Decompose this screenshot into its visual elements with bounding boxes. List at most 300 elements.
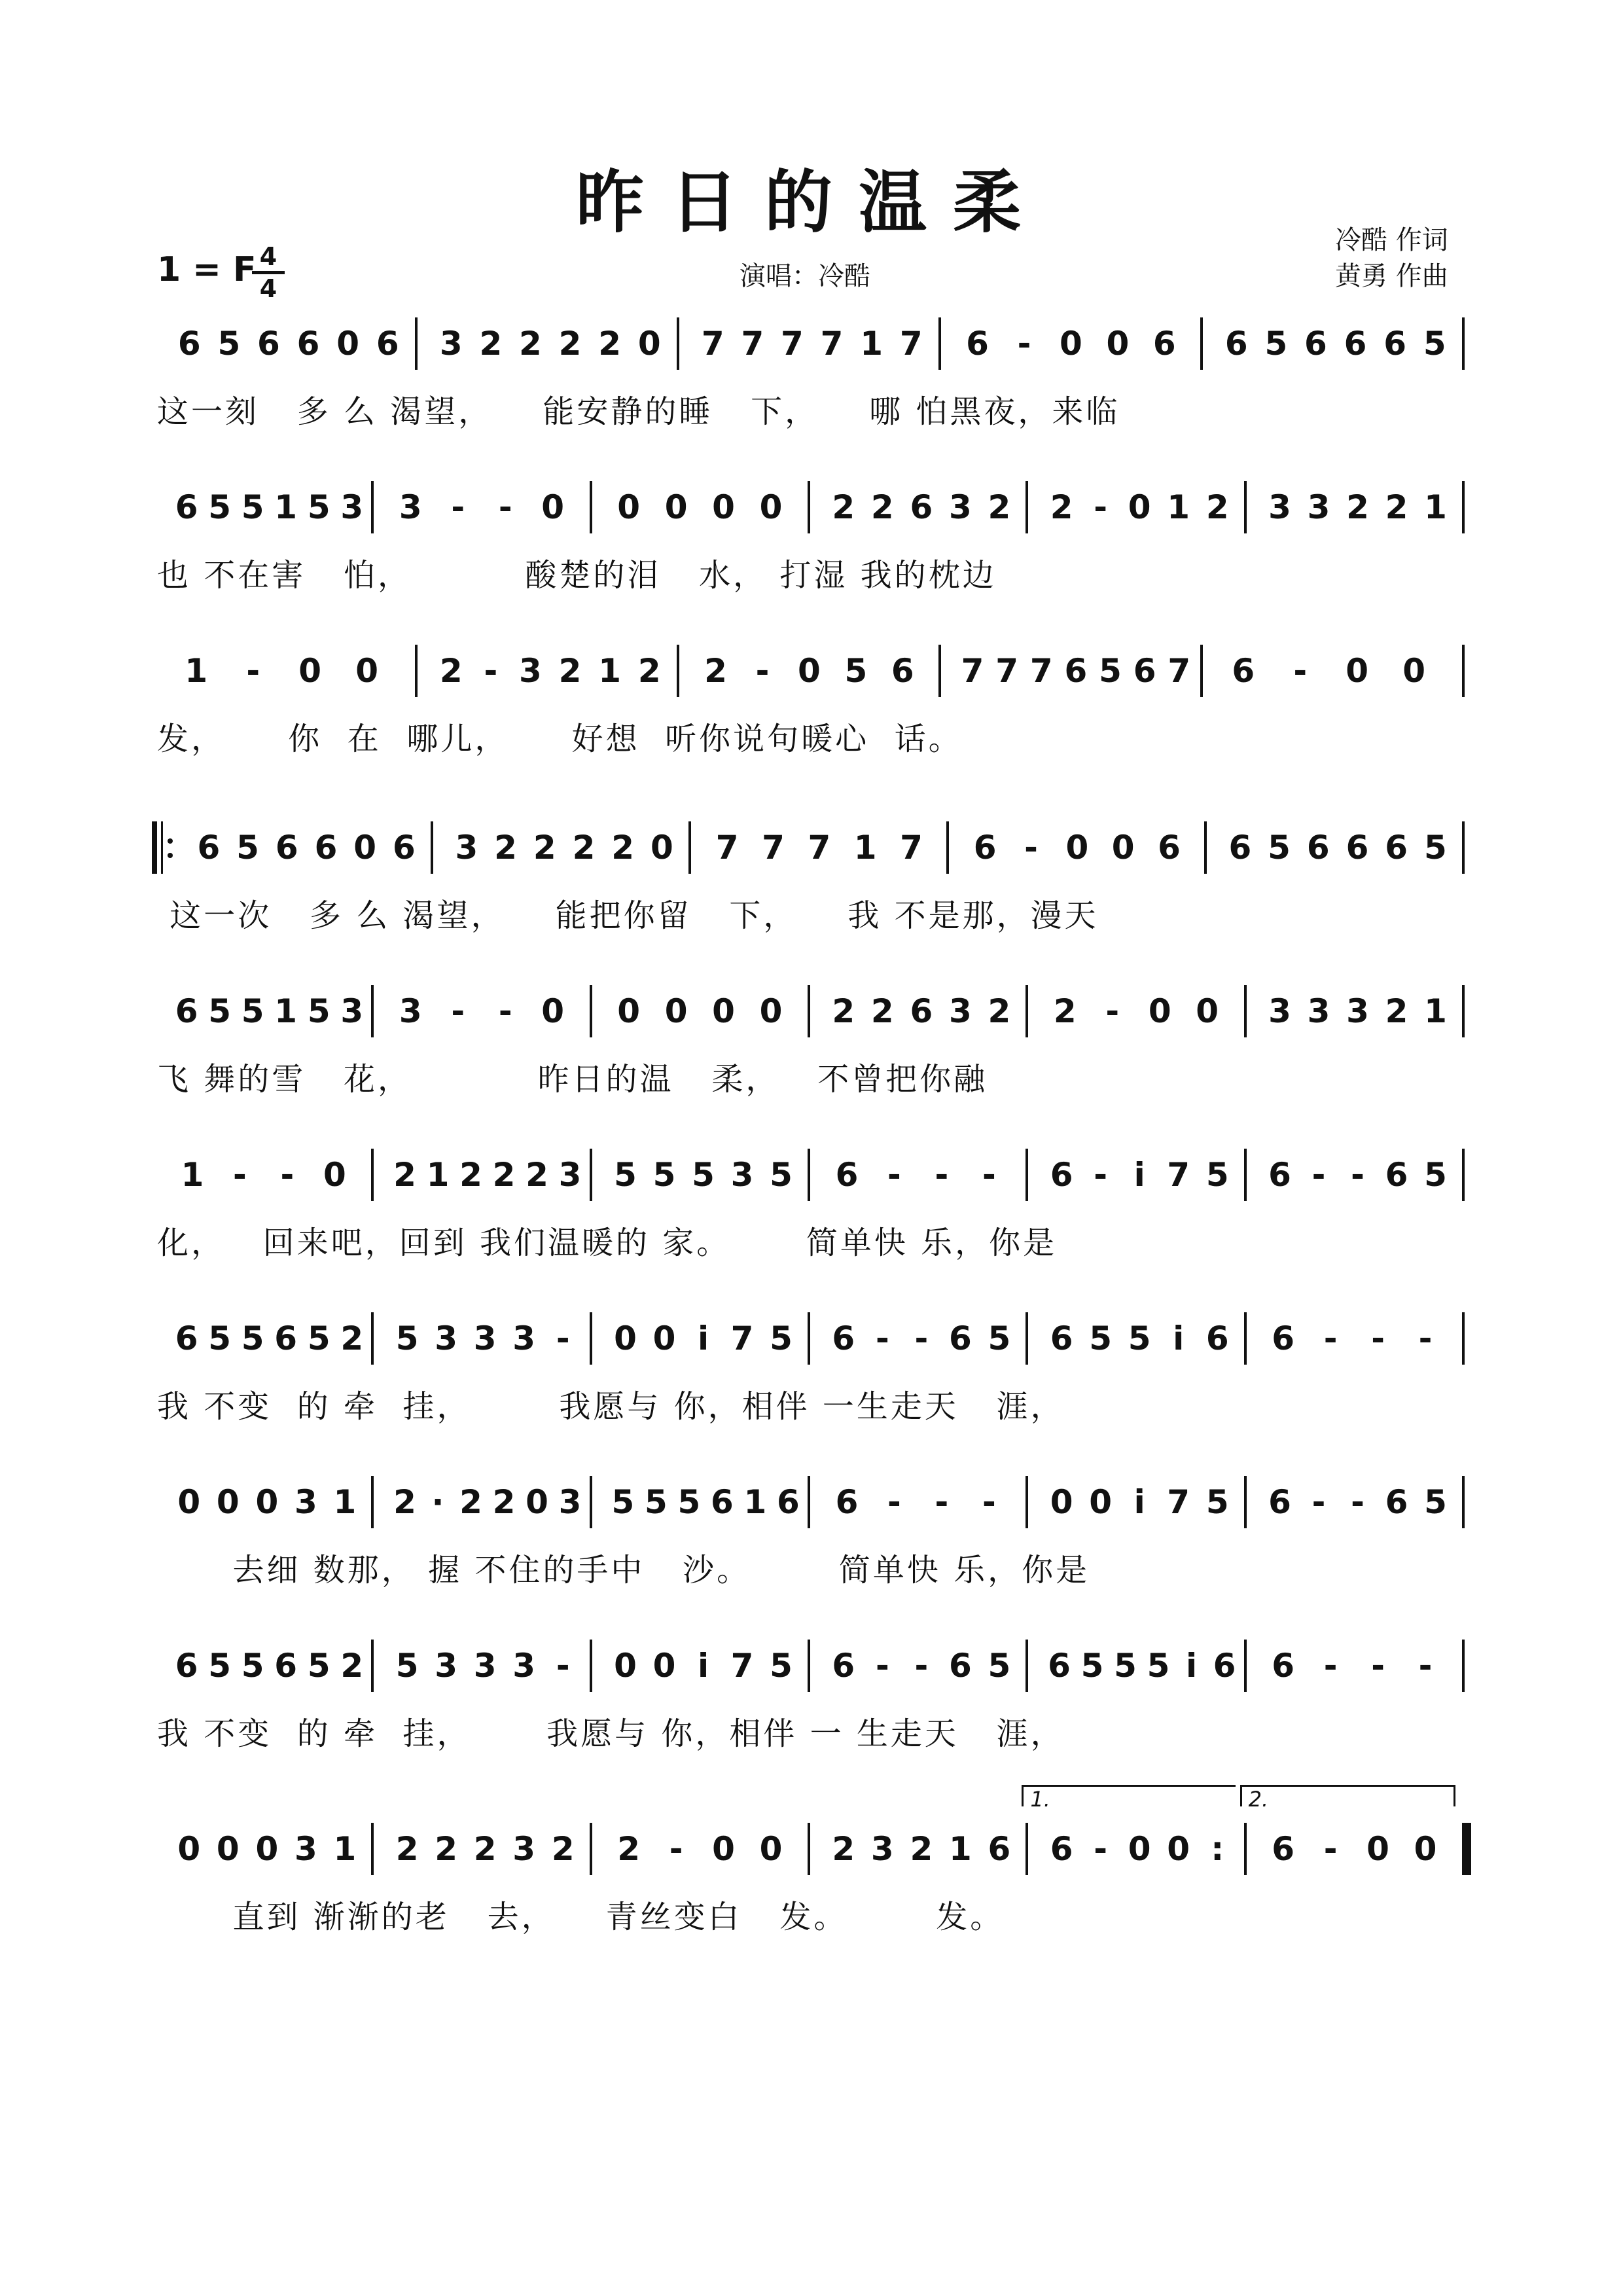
note: i [697, 1319, 709, 1357]
note: 0 [712, 992, 735, 1030]
note: 7 [741, 325, 764, 363]
note: 6 [948, 1647, 972, 1685]
note: 3 [294, 1483, 317, 1521]
bar-line [415, 317, 418, 370]
bar-line [1204, 821, 1207, 874]
lyric-line: 飞 舞的雪 花， 昨日的温 柔， 不曾把你融 [157, 1061, 988, 1098]
note: 0 [541, 992, 565, 1030]
key-signature: 1 = F [157, 250, 257, 289]
bar-line [1026, 481, 1028, 533]
note: 2 [1050, 488, 1073, 526]
note: 5 [241, 992, 264, 1030]
note: 2 [1205, 488, 1229, 526]
note: 5 [208, 992, 232, 1030]
note: - [1311, 1483, 1326, 1521]
bar-line [1462, 317, 1465, 370]
note: 2 [492, 1483, 516, 1521]
note: 2 [526, 1156, 548, 1194]
note: - [875, 1647, 889, 1685]
note: 6 [1268, 1483, 1291, 1521]
bar-line [415, 645, 418, 697]
note: 0 [759, 1830, 783, 1868]
note: 2 [479, 325, 503, 363]
note: 7 [900, 829, 923, 867]
note: 1 [333, 1483, 357, 1521]
note: 2 [637, 652, 661, 690]
note: 6 [1383, 325, 1407, 363]
bar-line [1244, 1823, 1247, 1875]
note: 0 [664, 992, 688, 1030]
bar-line [371, 1823, 374, 1875]
note: - [451, 992, 465, 1030]
bar-line [808, 985, 810, 1037]
note: 2 [519, 325, 542, 363]
note: 5 [692, 1156, 715, 1194]
note: 0 [617, 488, 641, 526]
note: 3 [1307, 992, 1330, 1030]
note: 1 [853, 829, 877, 867]
note: 1 [1424, 488, 1447, 526]
note: 2 [494, 829, 517, 867]
bar-line [808, 1640, 810, 1692]
note: 3 [439, 325, 463, 363]
note: - [1311, 1156, 1326, 1194]
note: 5 [1268, 829, 1291, 867]
note: - [982, 1156, 996, 1194]
note: 0 [1128, 1830, 1151, 1868]
note: 6 [1152, 325, 1176, 363]
note: 6 [1385, 829, 1408, 867]
note: 7 [961, 652, 984, 690]
note: 6 [1228, 829, 1252, 867]
bar-line [1244, 1149, 1247, 1201]
note: 2 [617, 1830, 641, 1868]
note: - [1418, 1319, 1433, 1357]
note: 6 [1346, 829, 1369, 867]
note: 0 [759, 992, 783, 1030]
note: 5 [208, 1647, 232, 1685]
bar-line [371, 1640, 374, 1692]
note: 0 [1050, 1483, 1073, 1521]
note: 6 [376, 325, 399, 363]
note: 0 [1128, 488, 1151, 526]
note: - [935, 1156, 949, 1194]
bar-line [1462, 1640, 1465, 1692]
note: 3 [512, 1319, 536, 1357]
note: 5 [611, 1483, 635, 1521]
note: 5 [307, 1319, 330, 1357]
note: 6 [175, 1319, 198, 1357]
note: 5 [307, 1647, 330, 1685]
note: 5 [770, 1319, 793, 1357]
volta-first-ending: 1. [1022, 1785, 1235, 1806]
notation-row [157, 645, 1466, 710]
note: 5 [395, 1647, 419, 1685]
bar-line [938, 645, 941, 697]
note: 1 [860, 325, 883, 363]
note: - [1323, 1830, 1338, 1868]
note: 0 [526, 1483, 548, 1521]
note: 6 [175, 1647, 198, 1685]
note: 0 [1106, 325, 1130, 363]
note: - [498, 488, 512, 526]
bar-line [590, 985, 592, 1037]
volta-second-ending: 2. [1240, 1785, 1455, 1806]
bar-line [590, 1149, 592, 1201]
note: 2 [870, 488, 894, 526]
note: 5 [208, 488, 232, 526]
note: 1 [274, 992, 298, 1030]
note: 7 [1029, 652, 1053, 690]
note: 2 [1346, 488, 1369, 526]
note: i [697, 1647, 709, 1685]
note: - [1371, 1647, 1385, 1685]
lyric-line: 发， 你 在 哪儿， 好想 听你说句暖心 话。 [157, 721, 963, 757]
note: 2 [832, 488, 855, 526]
note: - [914, 1319, 929, 1357]
lyric-line: 我 不变 的 牵 挂， 我愿与 你，相伴 一生走天 涯， [157, 1388, 1065, 1425]
note: 6 [988, 1830, 1011, 1868]
note: 3 [1268, 488, 1291, 526]
note: 0 [216, 1483, 240, 1521]
note: 6 [1050, 1830, 1073, 1868]
note: 2 [1053, 992, 1077, 1030]
bar-line [1200, 645, 1203, 697]
note: 6 [966, 325, 989, 363]
note: 2 [1385, 992, 1408, 1030]
note: 6 [973, 829, 997, 867]
note: 1 [1424, 992, 1447, 1030]
note: - [280, 1156, 294, 1194]
note: 0 [177, 1830, 201, 1868]
bar-line [371, 481, 374, 533]
note: 5 [1114, 1647, 1137, 1685]
lyric-line: 也 不在害 怕， 酸楚的泪 水， 打湿 我的枕边 [157, 557, 997, 594]
song-title: 昨日的温柔 [575, 162, 1047, 242]
note: 5 [1128, 1319, 1151, 1357]
note: 0 [1065, 829, 1089, 867]
bar-line [1244, 985, 1247, 1037]
note: 3 [1346, 992, 1369, 1030]
note: 6 [948, 1319, 972, 1357]
bar-line [371, 1149, 374, 1201]
note: 6 [910, 488, 933, 526]
note: 3 [399, 488, 422, 526]
note: 6 [1385, 1483, 1408, 1521]
time-signature-top: 4 [259, 242, 277, 271]
note: 2 [910, 1830, 933, 1868]
lyric-line: 这一刻 多 么 渴望， 能安静的睡 下， 哪 怕黑夜，来临 [157, 393, 1120, 430]
note: 7 [730, 1319, 754, 1357]
note: 2 [459, 1483, 482, 1521]
note: 3 [870, 1830, 894, 1868]
note: 2 [459, 1156, 482, 1194]
note: 1 [948, 1830, 972, 1868]
note: 3 [519, 652, 542, 690]
note: 0 [712, 1830, 735, 1868]
note: - [887, 1156, 901, 1194]
notation-row [157, 1640, 1466, 1705]
note: 0 [798, 652, 821, 690]
time-signature [252, 243, 285, 302]
note: 6 [1050, 1156, 1073, 1194]
bar-line [1462, 1149, 1465, 1201]
note: 6 [1050, 1319, 1073, 1357]
note: 0 [652, 1647, 676, 1685]
note: 0 [323, 1156, 346, 1194]
bar-line [1244, 1640, 1247, 1692]
note: 5 [1424, 1156, 1447, 1194]
note: 0 [664, 488, 688, 526]
note: 0 [1196, 992, 1219, 1030]
note: 2 [1385, 488, 1408, 526]
note: - [1371, 1319, 1385, 1357]
lyric-line: 这一次 多 么 渴望， 能把你留 下， 我 不是那，漫天 [157, 897, 1099, 934]
note: 0 [255, 1830, 279, 1868]
note: - [1323, 1319, 1338, 1357]
note: 0 [650, 829, 673, 867]
note: 5 [1423, 829, 1447, 867]
note: 7 [762, 829, 785, 867]
bar-line [1462, 821, 1465, 874]
note: 3 [1268, 992, 1291, 1030]
note: 3 [399, 992, 422, 1030]
note: 7 [899, 325, 923, 363]
lyric-line: 我 不变 的 牵 挂， 我愿与 你，相伴 一 生走天 涯， [157, 1715, 1065, 1752]
bar-line [1026, 1640, 1028, 1692]
note: 7 [781, 325, 804, 363]
note: 6 [1232, 652, 1255, 690]
note: i [1185, 1647, 1198, 1685]
note: - [875, 1319, 889, 1357]
bar-line [1244, 1476, 1247, 1528]
note: 5 [241, 488, 264, 526]
note: 5 [770, 1156, 793, 1194]
note: 7 [1167, 1483, 1190, 1521]
note: 6 [1213, 1647, 1236, 1685]
note: 6 [1272, 1830, 1295, 1868]
note: 2 [558, 325, 582, 363]
note: 0 [637, 325, 661, 363]
note: 0 [1346, 652, 1369, 690]
note: 5 [1264, 325, 1288, 363]
note: - [1105, 992, 1120, 1030]
note: 2 [870, 992, 894, 1030]
note: 6 [274, 1319, 298, 1357]
note: 6 [910, 992, 933, 1030]
note: 2 [533, 829, 556, 867]
note: 5 [1205, 1156, 1229, 1194]
note: 3 [294, 1830, 317, 1868]
note: 3 [512, 1830, 536, 1868]
note: 7 [701, 325, 724, 363]
note: 2 [704, 652, 727, 690]
note: 6 [1158, 829, 1181, 867]
bar-line [1026, 1823, 1028, 1875]
note: 6 [1064, 652, 1088, 690]
bar-line [1200, 317, 1203, 370]
note: 2 [340, 1319, 364, 1357]
note: 5 [677, 1483, 701, 1521]
note: - [755, 652, 770, 690]
note: 6 [1272, 1319, 1295, 1357]
note: 3 [455, 829, 478, 867]
bar-line [808, 1476, 810, 1528]
note: 0 [759, 488, 783, 526]
note: 6 [891, 652, 914, 690]
bar-line [1462, 985, 1465, 1037]
note: 0 [353, 829, 377, 867]
note: 5 [1423, 325, 1446, 363]
bar-line [1462, 1312, 1465, 1365]
note: 3 [730, 1156, 754, 1194]
note: 5 [1080, 1647, 1104, 1685]
note: 2 [393, 1483, 416, 1521]
note: 1 [743, 1483, 767, 1521]
note: 5 [1424, 1483, 1447, 1521]
note: 3 [558, 1483, 582, 1521]
note: 5 [1089, 1319, 1113, 1357]
note: 5 [652, 1156, 676, 1194]
bar-line [808, 1312, 810, 1365]
notation-row [157, 1787, 1466, 1888]
note: 2 [439, 652, 463, 690]
notation-row [157, 821, 1466, 887]
note: 5 [844, 652, 868, 690]
note: 5 [1147, 1647, 1170, 1685]
note: 3 [948, 992, 972, 1030]
note: 0 [617, 992, 641, 1030]
note: 5 [236, 829, 259, 867]
note: 2 [393, 1156, 416, 1194]
note: : [1211, 1830, 1224, 1868]
bar-line [938, 317, 941, 370]
note: 6 [710, 1483, 734, 1521]
bar-line [1026, 1312, 1028, 1365]
note: 0 [1148, 992, 1171, 1030]
bar-line [590, 1823, 592, 1875]
note: 5 [307, 488, 330, 526]
note: 2 [395, 1830, 419, 1868]
note: 0 [652, 1319, 676, 1357]
note: 6 [275, 829, 298, 867]
note: 1 [598, 652, 622, 690]
note: - [1293, 652, 1308, 690]
note: 6 [274, 1647, 298, 1685]
note: 2 [435, 1830, 458, 1868]
note: 6 [835, 1483, 859, 1521]
note: - [1094, 488, 1108, 526]
note: 6 [1048, 1647, 1071, 1685]
bar-line [1026, 1476, 1028, 1528]
note: 0 [614, 1647, 637, 1685]
note: 0 [298, 652, 322, 690]
note: 2 [988, 992, 1011, 1030]
note: 2 [988, 488, 1011, 526]
note: 6 [1224, 325, 1248, 363]
note: 2 [492, 1156, 516, 1194]
note: 3 [340, 992, 364, 1030]
note: 0 [1089, 1483, 1113, 1521]
note: 0 [614, 1319, 637, 1357]
note: 6 [1304, 325, 1327, 363]
note: - [1418, 1647, 1433, 1685]
note: 6 [832, 1647, 855, 1685]
bar-line [688, 821, 691, 874]
lyricist-credit: 冷酷 作词 [1335, 225, 1448, 255]
note: - [887, 1483, 901, 1521]
note: 2 [832, 1830, 855, 1868]
note: 0 [355, 652, 379, 690]
composer-credit: 黄勇 作曲 [1335, 261, 1448, 291]
time-signature-bottom: 4 [259, 274, 277, 303]
bar-line [946, 821, 949, 874]
note: 1 [274, 488, 298, 526]
bar-line [1462, 645, 1465, 697]
note: 3 [473, 1319, 497, 1357]
note: 0 [541, 488, 565, 526]
note: 5 [217, 325, 241, 363]
note: 0 [1111, 829, 1135, 867]
note: - [935, 1483, 949, 1521]
notation-row [157, 985, 1466, 1050]
note: - [556, 1319, 570, 1357]
note: 7 [715, 829, 739, 867]
bar-line [590, 1640, 592, 1692]
note: 0 [1402, 652, 1426, 690]
note: 7 [1167, 1156, 1190, 1194]
note: 6 [1205, 1319, 1229, 1357]
note: 2 [558, 652, 582, 690]
note: 3 [948, 488, 972, 526]
note: 6 [314, 829, 338, 867]
note: 5 [614, 1156, 637, 1194]
note: 5 [988, 1319, 1011, 1357]
note: 7 [730, 1647, 754, 1685]
note: - [246, 652, 260, 690]
note: 5 [988, 1647, 1011, 1685]
note: 0 [255, 1483, 279, 1521]
note: 6 [1268, 1156, 1291, 1194]
note: 6 [776, 1483, 800, 1521]
note: 3 [340, 488, 364, 526]
note: 0 [177, 1483, 201, 1521]
bar-line [371, 985, 374, 1037]
note: 5 [208, 1319, 232, 1357]
note: - [982, 1483, 996, 1521]
note: 2 [832, 992, 855, 1030]
lyric-line: 化， 回来吧，回到 我们温暖的 家。 简单快 乐，你是 [157, 1225, 1058, 1261]
note: 3 [435, 1319, 458, 1357]
bar-line [590, 481, 592, 533]
bar-line [590, 1312, 592, 1365]
note: 2 [611, 829, 635, 867]
note: 1 [426, 1156, 450, 1194]
bar-line [808, 1149, 810, 1201]
note: 6 [175, 992, 198, 1030]
note: 6 [1272, 1647, 1295, 1685]
note: 5 [1099, 652, 1122, 690]
singer-credit: 演唱：冷酷 [740, 261, 870, 291]
note: 7 [820, 325, 844, 363]
note: 5 [1205, 1483, 1229, 1521]
note: 2 [340, 1647, 364, 1685]
bar-line [1244, 481, 1247, 533]
final-bar-line [1462, 1823, 1471, 1875]
note: 6 [175, 488, 198, 526]
note: - [1351, 1156, 1364, 1194]
note: 2 [551, 1830, 575, 1868]
